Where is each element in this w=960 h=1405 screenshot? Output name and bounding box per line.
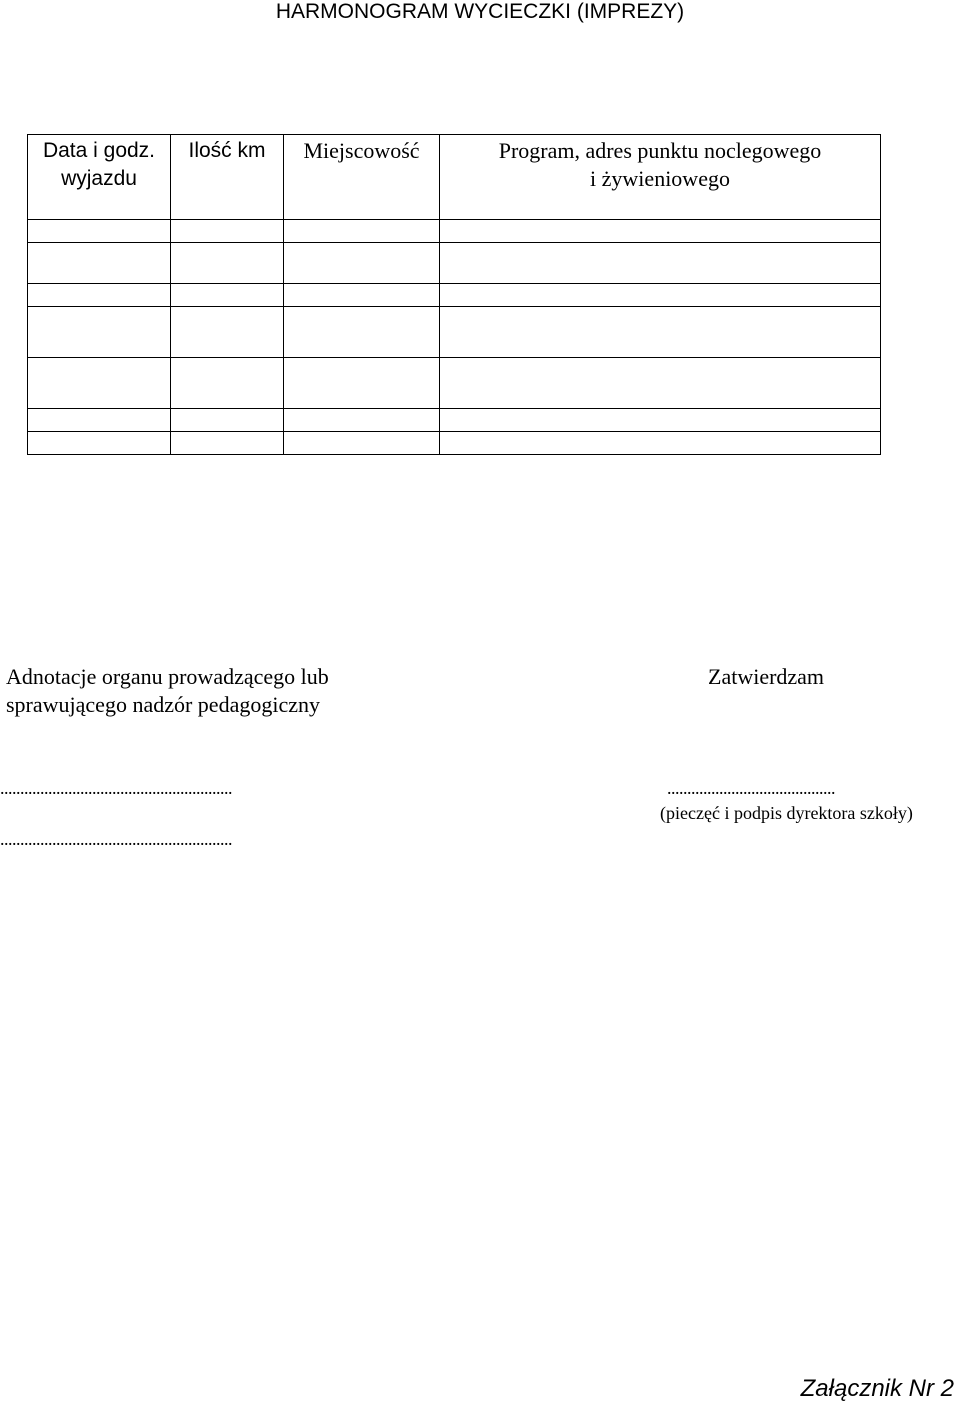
header-program-line2: i żywieniowego bbox=[590, 166, 730, 191]
supervisory-annotation-label bbox=[6, 663, 329, 719]
table-cell[interactable] bbox=[171, 284, 284, 307]
table-cell[interactable] bbox=[171, 220, 284, 243]
supervisory-annotation-line1: Adnotacje organu prowadzącego lub bbox=[6, 664, 329, 689]
table-cell[interactable] bbox=[28, 432, 171, 455]
table-cell[interactable] bbox=[284, 284, 440, 307]
table-row bbox=[28, 243, 881, 284]
table-cell[interactable] bbox=[284, 409, 440, 432]
table-cell[interactable] bbox=[28, 409, 171, 432]
supervisory-annotation-line2: sprawującego nadzór pedagogiczny bbox=[6, 692, 320, 717]
header-date-time bbox=[28, 135, 171, 220]
header-location bbox=[284, 135, 440, 220]
table-cell[interactable] bbox=[28, 220, 171, 243]
header-date-time-line1: Data i godz. bbox=[42, 139, 156, 162]
table-cell[interactable] bbox=[440, 409, 881, 432]
table-cell[interactable] bbox=[440, 220, 881, 243]
table-cell[interactable] bbox=[440, 307, 881, 358]
table-header-row bbox=[28, 135, 881, 220]
header-date-time-line2: wyjazdu bbox=[61, 167, 137, 190]
table-cell[interactable] bbox=[284, 358, 440, 409]
table-row bbox=[28, 409, 881, 432]
signature-dotted-line[interactable]: .......................................... bbox=[667, 778, 835, 798]
table-cell[interactable] bbox=[171, 243, 284, 284]
table-cell[interactable] bbox=[28, 243, 171, 284]
header-km-label: Ilość km bbox=[188, 139, 266, 162]
header-km bbox=[171, 135, 284, 220]
table-cell[interactable] bbox=[440, 243, 881, 284]
table-row bbox=[28, 284, 881, 307]
table-cell[interactable] bbox=[171, 409, 284, 432]
table-row bbox=[28, 432, 881, 455]
table-cell[interactable] bbox=[171, 307, 284, 358]
schedule-table bbox=[27, 134, 881, 455]
table-cell[interactable] bbox=[171, 358, 284, 409]
table-cell[interactable] bbox=[284, 307, 440, 358]
header-program bbox=[440, 135, 881, 220]
header-program-line1: Program, adres punktu noclegowego bbox=[498, 138, 822, 163]
table-cell[interactable] bbox=[440, 358, 881, 409]
header-location-label: Miejscowość bbox=[303, 138, 420, 163]
table-row bbox=[28, 307, 881, 358]
signature-caption: (pieczęć i podpis dyrektora szkoły) bbox=[660, 803, 913, 823]
table-cell[interactable] bbox=[171, 432, 284, 455]
table-cell[interactable] bbox=[28, 307, 171, 358]
annotation-dotted-line-1[interactable]: .......................................................... bbox=[0, 778, 232, 798]
document-title: HARMONOGRAM WYCIECZKI (IMPREZY) bbox=[275, 0, 685, 23]
approval-label: Zatwierdzam bbox=[708, 664, 825, 689]
table-cell[interactable] bbox=[284, 243, 440, 284]
table-cell[interactable] bbox=[440, 432, 881, 455]
table-cell[interactable] bbox=[440, 284, 881, 307]
attachment-label: Załącznik Nr 2 bbox=[800, 1375, 954, 1402]
table-cell[interactable] bbox=[284, 432, 440, 455]
table-cell[interactable] bbox=[28, 284, 171, 307]
table-row bbox=[28, 358, 881, 409]
table-cell[interactable] bbox=[28, 358, 171, 409]
annotation-dotted-line-2[interactable]: .......................................................... bbox=[0, 829, 232, 849]
table-cell[interactable] bbox=[284, 220, 440, 243]
table-row bbox=[28, 220, 881, 243]
